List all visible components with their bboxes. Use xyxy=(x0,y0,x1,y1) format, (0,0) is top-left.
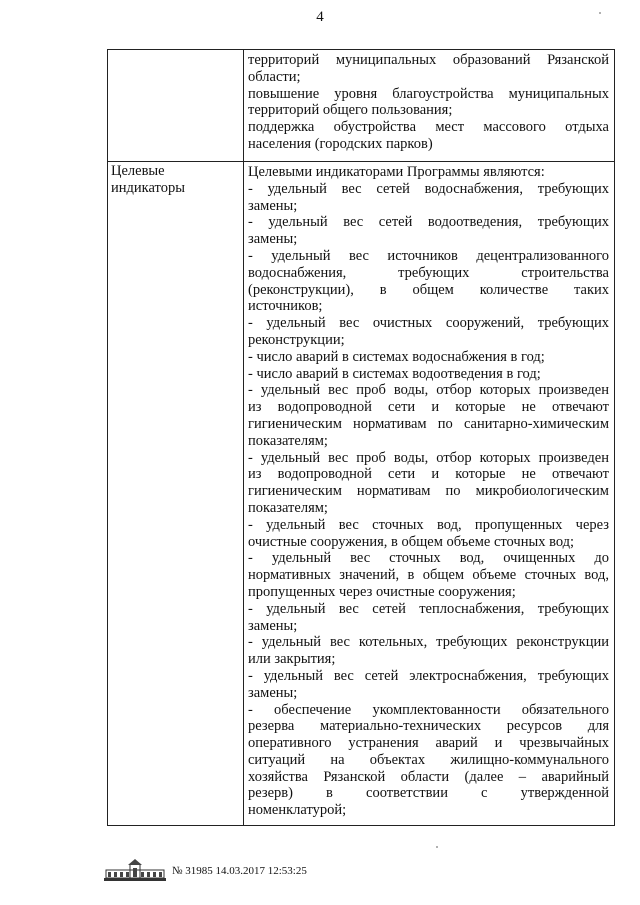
text-line: повышение уровня благоустройства муниципальных xyxy=(248,85,609,102)
text-line: замены; xyxy=(248,197,298,214)
text-line: - обеспечение укомплектованности обязательного xyxy=(248,701,609,718)
text-line: - удельный вес сетей теплоснабжения, требующих xyxy=(248,600,609,617)
text-line: хозяйства Рязанской области (далее – аварийный xyxy=(248,768,609,785)
table-row-goals xyxy=(108,50,615,162)
row-text-indicators xyxy=(244,162,615,826)
text-line: нормативных значений, в общем объеме сточных вод, xyxy=(248,567,609,584)
table-row-indicators xyxy=(108,162,615,826)
text-line: населения (городских парков) xyxy=(248,135,433,152)
text-line: показателям; xyxy=(248,499,328,516)
text-line: оперативного устранения аварий и чрезвычайных xyxy=(248,735,609,752)
text-line: резерв) в соответствии с утвержденной xyxy=(248,785,609,802)
text-line: водоснабжения, требующих строительства xyxy=(248,264,609,281)
text-line: или закрытия; xyxy=(248,651,336,668)
government-building-icon xyxy=(104,858,166,882)
page-number: 4 xyxy=(316,9,324,25)
text-line: пропущенных через очистные сооружения; xyxy=(248,583,516,600)
text-line: - удельный вес проб воды, отбор которых произведен xyxy=(248,449,609,466)
text-line: - удельный вес сетей водоотведения, требующих xyxy=(248,214,609,231)
text-line: Целевые xyxy=(111,163,165,179)
text-line: индикаторы xyxy=(111,179,185,196)
text-line: - удельный вес проб воды, отбор которых произведен xyxy=(248,382,609,399)
text-line: показателям; xyxy=(248,432,328,449)
document-stamp: № 31985 14.03.2017 12:53:25 xyxy=(172,865,307,877)
text-line: замены; xyxy=(248,231,298,248)
text-line: - удельный вес сточных вод, пропущенных через xyxy=(248,516,609,533)
text-line: ситуаций на объектах жилищно-коммунального xyxy=(248,751,609,768)
text-line: гигиеническим нормативам по санитарно-химическим xyxy=(248,415,609,432)
text-line: замены; xyxy=(248,684,298,701)
text-line: источников; xyxy=(248,298,323,315)
text-line: - удельный вес источников децентрализованного xyxy=(248,247,609,264)
text-line: территорий муниципальных образований Рязанской xyxy=(248,52,609,68)
text-line: из водопроводной сети и которые не отвечают xyxy=(248,466,609,483)
text-line: поддержка обустройства мест массового отдыха xyxy=(248,119,609,136)
scan-speck xyxy=(436,846,438,848)
text-line: области; xyxy=(248,68,301,85)
text-line: замены; xyxy=(248,617,298,634)
text-line: (реконструкции), в общем количестве таких xyxy=(248,281,609,298)
text-line: - удельный вес сетей электроснабжения, требующих xyxy=(248,667,609,684)
text-line: номенклатурой; xyxy=(248,802,347,819)
text-line: территорий общего пользования; xyxy=(248,102,453,119)
text-line: из водопроводной сети и которые не отвечают xyxy=(248,399,609,416)
text-line: - удельный вес очистных сооружений, требующих xyxy=(248,315,609,332)
row-label-empty xyxy=(108,50,244,162)
text-line: резерва материально-технических ресурсов для xyxy=(248,718,609,735)
program-passport-table xyxy=(107,49,615,826)
text-line: - число аварий в системах водоснабжения в год; xyxy=(248,348,545,365)
scan-speck xyxy=(599,12,601,14)
text-line: очистные сооружения, в общем объеме сточных вод; xyxy=(248,533,575,550)
row-text-goals xyxy=(244,50,615,162)
text-line: гигиеническим нормативам по микробиологическим xyxy=(248,483,609,500)
text-line: - число аварий в системах водоотведения в год; xyxy=(248,365,541,382)
text-line: - удельный вес сетей водоснабжения, требующих xyxy=(248,180,609,197)
row-label-indicators xyxy=(108,162,244,826)
text-line: Целевыми индикаторами Программы являются: xyxy=(248,164,545,180)
text-line: реконструкции; xyxy=(248,331,345,348)
text-line: - удельный вес котельных, требующих реконструкции xyxy=(248,634,609,651)
text-line: - удельный вес сточных вод, очищенных до xyxy=(248,550,609,567)
